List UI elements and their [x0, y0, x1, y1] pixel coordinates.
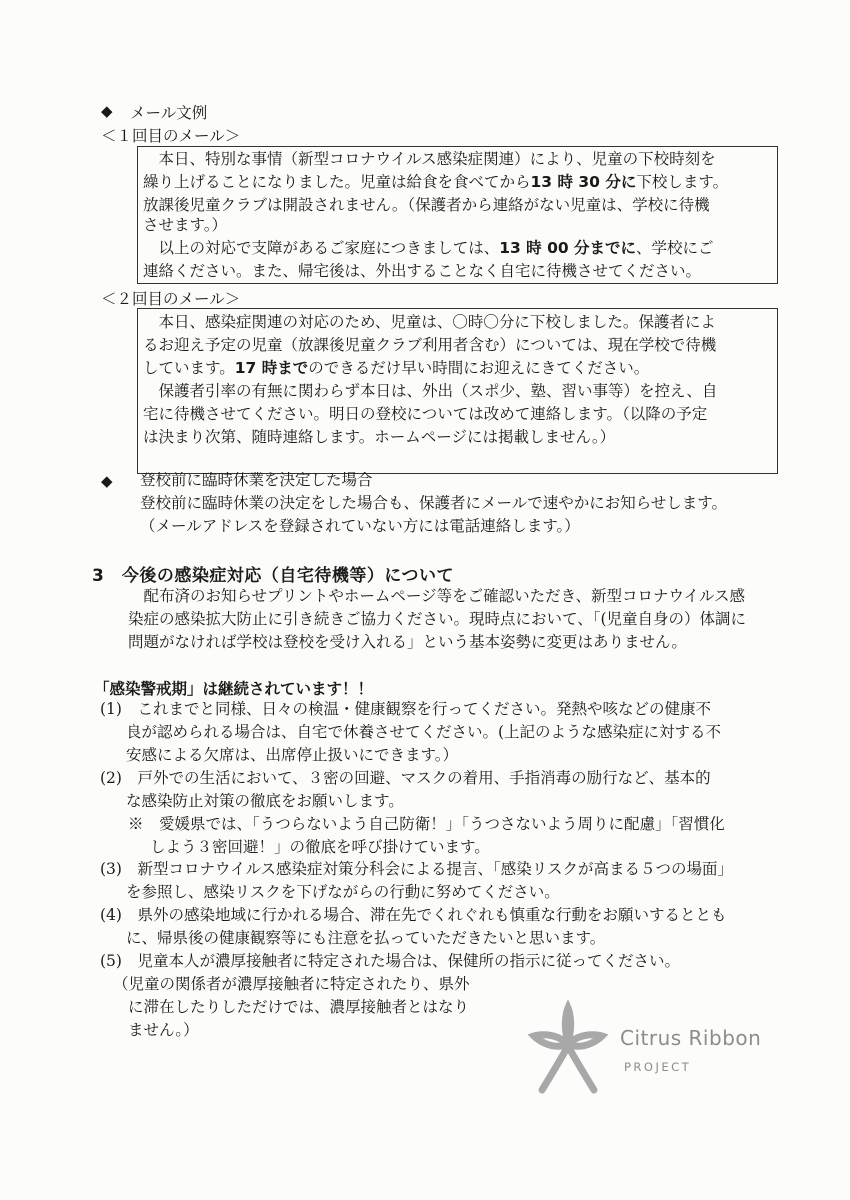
section-3-line: 問題がなければ学校は登校を受け入れる」という基本姿勢に変更はありません。	[128, 633, 687, 651]
text-segment: 下校します。	[636, 173, 729, 191]
alert-item-line: (3) 新型コロナウイルス感染症対策分科会による提言、「感染リスクが高まる５つの場面」	[100, 860, 733, 878]
alert-item-line: しよう３密回避！」の徹底を呼び掛けています。	[150, 838, 490, 856]
first-mail-line	[143, 237, 714, 259]
emphasized-time: 13 時 30 分に	[530, 173, 637, 191]
alert-item-line: 良が認められる場合は、自宅で休養させてください。(上記のような感染症に対する不	[126, 723, 722, 741]
second-mail-line: 宅に待機させてください。明日の登校については改めて連絡します。（以降の予定	[143, 405, 708, 423]
alert-item-line: を参照し、感染リスクを下げながらの行動に努めてください。	[126, 883, 560, 901]
emphasized-time: 17 時まで	[234, 359, 309, 377]
first-mail-label: ＜１回目のメール＞	[101, 127, 241, 145]
logo-name: Citrus Ribbon	[620, 1026, 762, 1050]
text-segment: しています。	[143, 359, 235, 377]
emphasized-time: 13 時 00 分までに	[499, 239, 637, 257]
diamond-bullet-icon: ◆	[101, 102, 113, 120]
ribbon-icon	[522, 1000, 614, 1100]
text-segment: 以上の対応で支障があるご家庭につきましては、	[143, 239, 500, 257]
second-mail-line: は決まり次第、随時連絡します。ホームページには掲載しません。）	[143, 428, 616, 446]
mail-examples-heading: メール文例	[130, 104, 208, 122]
pre-school-line: 登校前に臨時休業の決定をした場合も、保護者にメールで速やかにお知らせします。	[140, 494, 727, 512]
alert-heading: 「感染警戒期」は継続されています！！	[94, 680, 374, 698]
section-3-heading: 3 今後の感染症対応（自宅待機等）について	[92, 566, 454, 586]
alert-item-line: ません。）	[128, 1021, 199, 1039]
alert-item-line: (1) これまでと同様、日々の検温・健康観察を行ってください。発熱や咳などの健康不	[100, 700, 711, 718]
second-mail-label: ＜２回目のメール＞	[101, 290, 241, 308]
text-segment: 、学校にご	[636, 239, 714, 257]
second-mail-line: るお迎え予定の児童（放課後児童クラブ利用者含む）については、現在学校で待機	[143, 336, 717, 354]
alert-item-line: ※ 愛媛県では、「うつらないよう自己防衛！」「うつさないよう周りに配慮」「習慣化	[128, 815, 725, 833]
alert-item-line: (2) 戸外での生活において、３密の回避、マスクの着用、手指消毒の励行など、基本的	[100, 769, 711, 787]
alert-item-line: な感染防止対策の徹底をお願いします。	[126, 792, 404, 810]
text-segment: 繰り上げることになりました。児童は給食を食べてから	[143, 173, 531, 191]
section-3-line: 配布済のお知らせプリントやホームページ等をご確認いただき、新型コロナウイルス感	[128, 587, 746, 605]
logo-subtitle: PROJECT	[624, 1060, 692, 1074]
diamond-bullet-icon: ◆	[101, 472, 113, 490]
text-segment: のできるだけ早い時間にお迎えにきてください。	[308, 359, 650, 377]
first-mail-line	[143, 171, 728, 193]
alert-item-line: (5) 児童本人が濃厚接触者に特定された場合は、保健所の指示に従ってください。	[100, 952, 680, 970]
alert-item-line: に、帰県後の健康観察等にも注意を払っていただきたいと思います。	[126, 929, 606, 947]
second-mail-line: 保護者引率の有無に関わらず本日は、外出（スポ少、塾、習い事等）を控え、自	[143, 382, 718, 400]
section-3-line: 染症の感染拡大防止に引き続きご協力ください。現時点において、「(児童自身の）体調に	[128, 610, 746, 628]
second-mail-line	[143, 357, 649, 379]
first-mail-line: 連絡ください。また、帰宅後は、外出することなく自宅に待機させてください。	[143, 262, 702, 280]
first-mail-line: させます。）	[143, 216, 228, 234]
alert-item-line: (4) 県外の感染地域に行かれる場合、滞在先でくれぐれも慎重な行動をお願いするととも	[100, 906, 727, 924]
first-mail-line: 本日、特別な事情（新型コロナウイルス感染症関連）により、児童の下校時刻を	[143, 150, 716, 168]
alert-item-line: 安感による欠席は、出席停止扱いにできます。）	[126, 746, 459, 764]
pre-school-line: （メールアドレスを登録されていない方には電話連絡します。）	[140, 517, 580, 535]
pre-school-heading: 登校前に臨時休業を決定した場合	[140, 471, 373, 489]
first-mail-line: 放課後児童クラブは開設されません。（保護者から連絡がない児童は、学校に待機	[143, 196, 710, 214]
second-mail-line: 本日、感染症関連の対応のため、児童は、〇時〇分に下校しました。保護者によ	[143, 313, 716, 331]
alert-item-line: に滞在したりしただけでは、濃厚接触者とはなり	[128, 998, 470, 1016]
alert-item-line: （児童の関係者が濃厚接触者に特定されたり、県外	[113, 975, 470, 993]
